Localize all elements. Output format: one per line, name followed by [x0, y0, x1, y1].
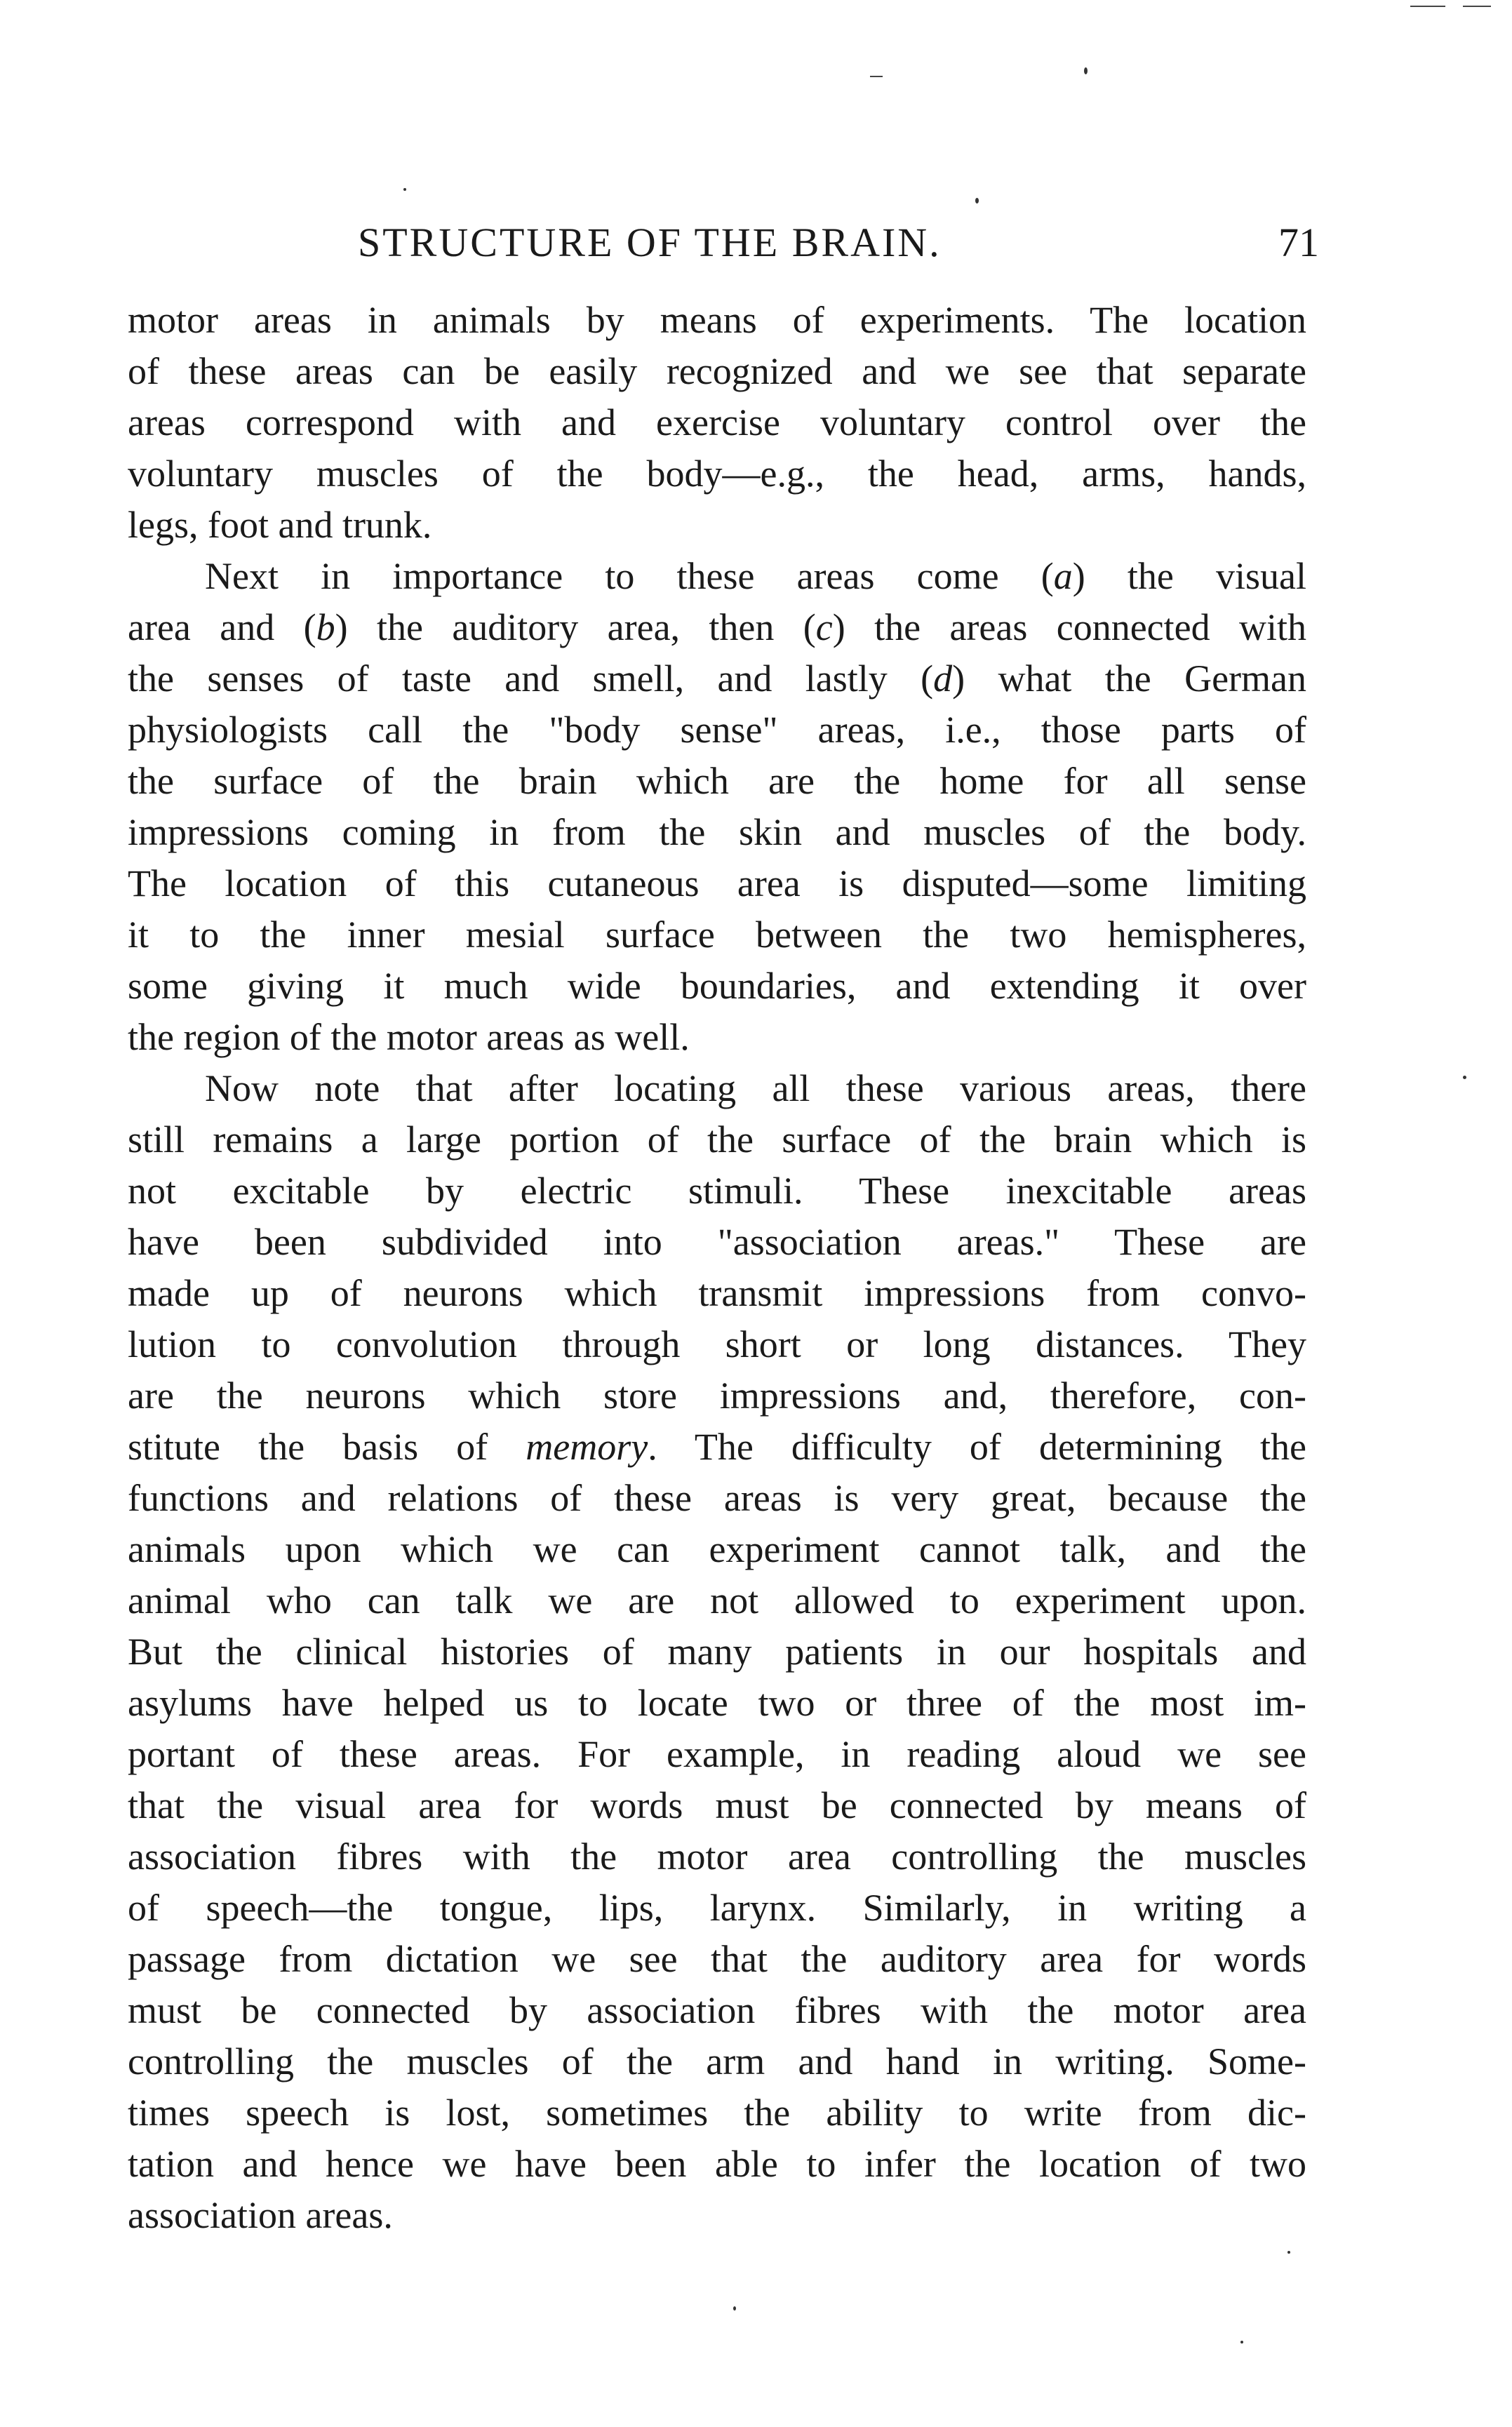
scan-mark [733, 2306, 736, 2311]
text-line: made up of neurons which transmit impressions from convo- [128, 1272, 1306, 1314]
text-line: animal who can talk we are not allowed to experiment upon. [128, 1579, 1306, 1622]
enumeration-letter: d [933, 657, 953, 700]
text-line: must be connected by association fibres with the motor area [128, 1989, 1306, 2031]
running-title: STRUCTURE OF THE BRAIN. [358, 220, 942, 265]
text-line: stitute the basis of memory. The difficulty of determining the [128, 1426, 1306, 1468]
text-line: still remains a large portion of the surface of the brain which is [128, 1118, 1306, 1161]
page-number: 71 [1278, 220, 1319, 265]
running-head [126, 215, 1319, 271]
text-line: motor areas in animals by means of experiments. The location [128, 299, 1306, 341]
text-line: tation and hence we have been able to infer the location of two [128, 2143, 1306, 2185]
scan-mark [1463, 6, 1491, 7]
text-line: it to the inner mesial surface between the two hemispheres, [128, 914, 1306, 956]
text-line: legs, foot and trunk. [128, 504, 432, 546]
text-line: Next in importance to these areas come (a) the visual [205, 555, 1306, 597]
text-line: not excitable by electric stimuli. These inexcitable areas [128, 1170, 1306, 1212]
scan-mark [1463, 1076, 1466, 1079]
scan-mark [975, 198, 979, 203]
scan-mark [1240, 2341, 1243, 2344]
text-line: of these areas can be easily recognized and we see that separate [128, 350, 1306, 392]
text-line: area and (b) the auditory area, then (c) the areas connected with [128, 606, 1306, 648]
body-text [128, 295, 1306, 2241]
text-line: the surface of the brain which are the home for all sense [128, 760, 1306, 802]
text-line: of speech—the tongue, lips, larynx. Similarly, in writing a [128, 1887, 1306, 1929]
text-line: functions and relations of these areas is very great, because the [128, 1477, 1306, 1519]
text-line: that the visual area for words must be connected by means of [128, 1784, 1306, 1826]
text-line: Now note that after locating all these various areas, there [205, 1067, 1306, 1109]
text-line: animals upon which we can experiment cannot talk, and the [128, 1528, 1306, 1570]
text-line: physiologists call the "body sense" areas, i.e., those parts of [128, 709, 1306, 751]
text-line: are the neurons which store impressions and, therefore, con- [128, 1375, 1306, 1417]
text-line: the senses of taste and smell, and lastly (d) what the German [128, 657, 1306, 700]
text-line: voluntary muscles of the body—e.g., the head, arms, hands, [128, 453, 1306, 495]
scan-mark [1084, 67, 1088, 74]
enumeration-letter: a [1053, 555, 1073, 597]
text-line: have been subdivided into "association areas." These are [128, 1221, 1306, 1263]
text-line: some giving it much wide boundaries, and extending it over [128, 965, 1306, 1007]
text-line: times speech is lost, sometimes the ability to write from dic- [128, 2092, 1306, 2134]
text-line: But the clinical histories of many patients in our hospitals and [128, 1631, 1306, 1673]
text-line: The location of this cutaneous area is disputed—some limiting [128, 862, 1306, 904]
scan-mark [1410, 6, 1445, 7]
text-line: controlling the muscles of the arm and hand in writing. Some- [128, 2040, 1306, 2082]
text-line: impressions coming in from the skin and muscles of the body. [128, 811, 1306, 853]
scan-mark [403, 188, 406, 191]
enumeration-letter: c [815, 606, 833, 648]
text-line: association areas. [128, 2194, 393, 2236]
text-line: lution to convolution through short or long distances. They [128, 1323, 1306, 1365]
scan-mark [870, 76, 883, 77]
text-line: association fibres with the motor area controlling the muscles [128, 1836, 1306, 1878]
text-line: passage from dictation we see that the auditory area for words [128, 1938, 1306, 1980]
text-line: areas correspond with and exercise voluntary control over the [128, 401, 1306, 443]
scan-mark [1287, 2251, 1290, 2254]
text-line: portant of these areas. For example, in reading aloud we see [128, 1733, 1306, 1775]
enumeration-letter: b [316, 606, 335, 648]
text-line: the region of the motor areas as well. [128, 1016, 690, 1058]
text-line: asylums have helped us to locate two or three of the most im- [128, 1682, 1306, 1724]
emphasized-word: memory [526, 1426, 648, 1468]
